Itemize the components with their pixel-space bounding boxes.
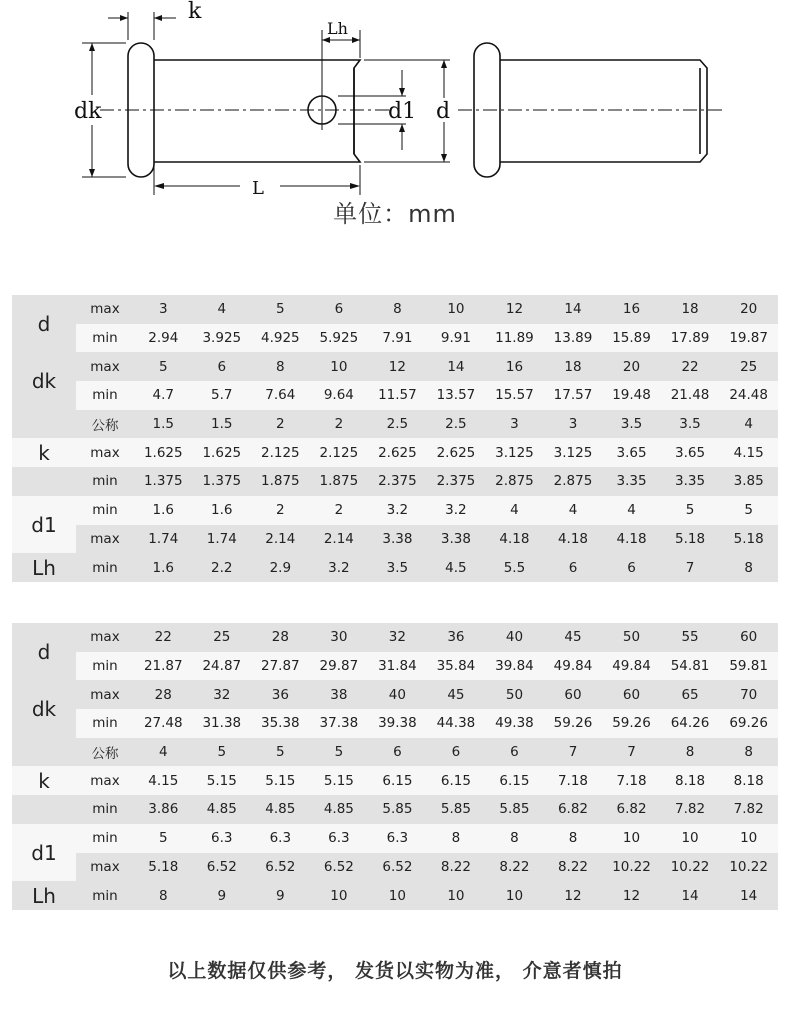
param-name bbox=[12, 795, 76, 824]
table-cell: 5 bbox=[158, 358, 168, 375]
table-cell: 4.85 bbox=[323, 801, 354, 818]
table-cell: 13.57 bbox=[436, 387, 476, 404]
table-cell: 10 bbox=[447, 887, 465, 904]
table-cell: 8 bbox=[276, 358, 285, 375]
table-cell: 17.89 bbox=[670, 330, 710, 347]
table-cell: 2.625 bbox=[378, 444, 417, 461]
table-cell: 7.91 bbox=[382, 330, 413, 347]
table-cell: 12 bbox=[622, 887, 641, 904]
table-cell: 60 bbox=[564, 686, 582, 703]
table-cell: 21.87 bbox=[143, 658, 183, 675]
table-cell: 9 bbox=[276, 887, 285, 904]
footer-note: 以上数据仅供参考， 发货以实物为准， 介意者慎拍 bbox=[167, 960, 623, 982]
table-cell: 4.7 bbox=[152, 387, 174, 404]
table-cell: 15.89 bbox=[612, 330, 651, 347]
table-cell: 2.14 bbox=[323, 530, 354, 547]
table-cell: 5.18 bbox=[733, 530, 764, 547]
table-cell: 1.6 bbox=[152, 559, 174, 576]
table-cell: 69.26 bbox=[729, 715, 768, 732]
spec-table-1 bbox=[12, 295, 778, 582]
table-row bbox=[12, 352, 778, 381]
table-cell: 44.38 bbox=[436, 715, 476, 732]
table-cell: 6 bbox=[393, 744, 402, 761]
tolerance-label: max bbox=[90, 629, 120, 646]
table-cell: 4.18 bbox=[616, 530, 647, 547]
tolerance-label: min bbox=[92, 658, 118, 675]
table-cell: 3.5 bbox=[386, 559, 409, 576]
table-cell: 8.18 bbox=[733, 772, 764, 789]
table-cell: 12 bbox=[388, 358, 406, 375]
table-cell: 5.5 bbox=[503, 559, 526, 576]
label-d1: d1 bbox=[388, 99, 417, 124]
table-cell: 6.3 bbox=[386, 830, 409, 847]
table-cell: 10 bbox=[447, 301, 465, 318]
table-cell: 4.18 bbox=[557, 530, 589, 547]
table-cell: 2.5 bbox=[386, 416, 409, 433]
table-cell: 8 bbox=[685, 744, 695, 761]
tolerance-label: 公称 bbox=[91, 746, 119, 763]
table-cell: 5.18 bbox=[675, 530, 706, 547]
table-cell: 6 bbox=[334, 301, 344, 318]
tolerance-label: max bbox=[90, 530, 120, 547]
table-row bbox=[12, 853, 778, 882]
table-cell: 2.625 bbox=[436, 444, 476, 461]
table-cell: 5.925 bbox=[319, 330, 359, 347]
tolerance-label: max bbox=[90, 444, 120, 461]
table-cell: 5.15 bbox=[265, 772, 296, 789]
table-cell: 6 bbox=[510, 744, 519, 761]
tolerance-label: min bbox=[92, 830, 118, 847]
table-cell: 9 bbox=[217, 887, 227, 904]
table-cell: 2.875 bbox=[553, 473, 593, 490]
table-cell: 36 bbox=[271, 686, 289, 703]
label-Lh: Lh bbox=[327, 19, 348, 38]
table-cell: 36 bbox=[447, 629, 465, 646]
table-cell: 8 bbox=[510, 830, 519, 847]
table-cell: 3.125 bbox=[495, 444, 534, 461]
table-cell: 60 bbox=[740, 629, 758, 646]
table-cell: 7.18 bbox=[557, 772, 589, 789]
table-cell: 4 bbox=[568, 502, 578, 519]
label-d: d bbox=[436, 99, 451, 124]
table-cell: 8 bbox=[744, 559, 753, 576]
table-cell: 20 bbox=[622, 358, 641, 375]
param-name: Lh bbox=[32, 555, 56, 580]
param-name bbox=[12, 738, 76, 767]
table-cell: 40 bbox=[388, 686, 406, 703]
table-cell: 3.5 bbox=[620, 416, 643, 433]
tolerance-label: min bbox=[92, 387, 118, 404]
table-cell: 3 bbox=[510, 416, 519, 433]
table-cell: 3.125 bbox=[553, 444, 593, 461]
table-cell: 35.38 bbox=[261, 715, 300, 732]
table-cell: 19.48 bbox=[612, 387, 651, 404]
table-cell: 12 bbox=[564, 887, 582, 904]
table-cell: 31.38 bbox=[202, 715, 242, 732]
tolerance-label: min bbox=[92, 473, 118, 490]
spec-table-2 bbox=[12, 623, 778, 910]
param-name bbox=[12, 410, 76, 439]
table-cell: 12 bbox=[505, 301, 524, 318]
table-cell: 6.82 bbox=[557, 801, 589, 818]
table-cell: 60 bbox=[622, 686, 641, 703]
table-cell: 4.15 bbox=[733, 444, 764, 461]
table-cell: 55 bbox=[681, 629, 699, 646]
table-row bbox=[12, 525, 778, 554]
table-cell: 6 bbox=[627, 559, 636, 576]
table-cell: 5.15 bbox=[323, 772, 354, 789]
table-cell: 7.82 bbox=[675, 801, 706, 818]
table-cell: 24.48 bbox=[729, 387, 768, 404]
table-cell: 49.84 bbox=[553, 658, 593, 675]
table-cell: 1.5 bbox=[211, 416, 233, 433]
table-cell: 27.87 bbox=[261, 658, 300, 675]
table-cell: 3.65 bbox=[616, 444, 647, 461]
table-cell: 1.875 bbox=[261, 473, 300, 490]
table-cell: 16 bbox=[505, 358, 524, 375]
table-cell: 4.5 bbox=[445, 559, 467, 576]
table-row bbox=[12, 467, 778, 496]
table-row bbox=[12, 881, 778, 910]
table-cell: 5 bbox=[158, 830, 168, 847]
table-cell: 8.22 bbox=[440, 858, 471, 875]
table-cell: 3 bbox=[158, 301, 168, 318]
table-cell: 45 bbox=[564, 629, 582, 646]
table-row bbox=[12, 410, 778, 439]
table-cell: 14 bbox=[740, 887, 758, 904]
table-cell: 19.87 bbox=[729, 330, 768, 347]
table-cell: 50 bbox=[505, 686, 524, 703]
table-cell: 59.81 bbox=[729, 658, 768, 675]
table-row bbox=[12, 824, 778, 853]
table-cell: 1.875 bbox=[319, 473, 359, 490]
table-cell: 2.125 bbox=[319, 444, 359, 461]
table-cell: 59.26 bbox=[553, 715, 593, 732]
table-cell: 5 bbox=[334, 744, 344, 761]
tolerance-label: min bbox=[92, 502, 118, 519]
table-cell: 25 bbox=[740, 358, 758, 375]
table-cell: 7 bbox=[627, 744, 636, 761]
table-row bbox=[12, 680, 778, 709]
tolerance-label: max bbox=[90, 301, 120, 318]
table-cell: 39.38 bbox=[378, 715, 417, 732]
table-cell: 10 bbox=[681, 830, 699, 847]
table-cell: 3.38 bbox=[440, 530, 471, 547]
table-cell: 49.84 bbox=[612, 658, 651, 675]
table-row bbox=[12, 795, 778, 824]
table-cell: 2.14 bbox=[265, 530, 296, 547]
table-cell: 2 bbox=[334, 416, 344, 433]
table-cell: 27.48 bbox=[143, 715, 183, 732]
table-cell: 49.38 bbox=[495, 715, 534, 732]
table-cell: 50 bbox=[622, 629, 641, 646]
table-cell: 35.84 bbox=[436, 658, 476, 675]
table-cell: 8 bbox=[568, 830, 578, 847]
table-cell: 2.9 bbox=[269, 559, 292, 576]
table-cell: 8 bbox=[158, 887, 168, 904]
table-cell: 10 bbox=[622, 830, 641, 847]
table-cell: 18 bbox=[681, 301, 699, 318]
table-cell: 5.15 bbox=[206, 772, 237, 789]
param-name: d bbox=[37, 311, 51, 336]
table-row bbox=[12, 553, 778, 582]
table-cell: 28 bbox=[271, 629, 289, 646]
table-cell: 30 bbox=[330, 629, 348, 646]
table-cell: 5 bbox=[744, 502, 753, 519]
table-cell: 6.3 bbox=[269, 830, 292, 847]
table-cell: 4 bbox=[510, 502, 519, 519]
table-cell: 3.2 bbox=[445, 502, 467, 519]
table-cell: 2 bbox=[334, 502, 344, 519]
table-cell: 5.85 bbox=[440, 801, 471, 818]
param-name: d1 bbox=[31, 840, 57, 865]
table-cell: 7.82 bbox=[733, 801, 764, 818]
table-cell: 38 bbox=[330, 686, 348, 703]
table-cell: 4.18 bbox=[499, 530, 530, 547]
table-cell: 39.84 bbox=[495, 658, 534, 675]
table-cell: 2.2 bbox=[211, 559, 233, 576]
table-cell: 22 bbox=[154, 629, 172, 646]
table-cell: 5.7 bbox=[211, 387, 233, 404]
tolerance-label: max bbox=[90, 358, 120, 375]
table-cell: 6.3 bbox=[328, 830, 350, 847]
table-cell: 6.15 bbox=[499, 772, 530, 789]
table-cell: 1.375 bbox=[202, 473, 242, 490]
table-row bbox=[12, 623, 778, 652]
tolerance-label: 公称 bbox=[91, 418, 119, 435]
table-cell: 3 bbox=[568, 416, 578, 433]
table-cell: 37.38 bbox=[319, 715, 359, 732]
table-cell: 2.375 bbox=[378, 473, 417, 490]
table-cell: 25 bbox=[213, 629, 231, 646]
table-cell: 10 bbox=[388, 887, 406, 904]
table-row bbox=[12, 652, 778, 681]
table-cell: 7.64 bbox=[265, 387, 296, 404]
table-cell: 4.15 bbox=[148, 772, 179, 789]
table-cell: 9.64 bbox=[323, 387, 354, 404]
table-cell: 7 bbox=[685, 559, 695, 576]
table-cell: 3.86 bbox=[148, 801, 179, 818]
table-cell: 8.18 bbox=[675, 772, 706, 789]
tolerance-label: min bbox=[92, 887, 118, 904]
table-cell: 1.74 bbox=[148, 530, 179, 547]
table-cell: 3.65 bbox=[675, 444, 706, 461]
table-cell: 22 bbox=[681, 358, 699, 375]
table-cell: 2 bbox=[276, 502, 285, 519]
param-name: dk bbox=[31, 697, 57, 722]
table-cell: 17.57 bbox=[553, 387, 593, 404]
table-row bbox=[12, 324, 778, 353]
table-cell: 10 bbox=[330, 358, 348, 375]
table-cell: 6.15 bbox=[382, 772, 413, 789]
table-cell: 10.22 bbox=[670, 858, 710, 875]
tolerance-label: min bbox=[92, 559, 118, 576]
unit-label: 单位：mm bbox=[333, 200, 457, 228]
table-cell: 14 bbox=[681, 887, 699, 904]
table-cell: 1.6 bbox=[211, 502, 233, 519]
table-cell: 4.85 bbox=[265, 801, 296, 818]
table-cell: 32 bbox=[213, 686, 231, 703]
table-cell: 6.52 bbox=[265, 858, 296, 875]
table-cell: 3.2 bbox=[328, 559, 350, 576]
table-cell: 4 bbox=[627, 502, 636, 519]
table-row bbox=[12, 738, 778, 767]
tolerance-label: max bbox=[90, 858, 120, 875]
param-name: k bbox=[38, 768, 50, 793]
table-cell: 9.91 bbox=[440, 330, 471, 347]
table-cell: 45 bbox=[447, 686, 465, 703]
table-cell: 10 bbox=[330, 887, 348, 904]
table-cell: 3.35 bbox=[616, 473, 647, 490]
table-cell: 13.89 bbox=[553, 330, 593, 347]
table-cell: 1.74 bbox=[206, 530, 237, 547]
table-cell: 8 bbox=[393, 301, 402, 318]
table-cell: 11.57 bbox=[378, 387, 417, 404]
table-cell: 4 bbox=[158, 744, 168, 761]
param-name: d1 bbox=[31, 512, 57, 537]
table-cell: 6.52 bbox=[206, 858, 237, 875]
table-cell: 10 bbox=[740, 830, 758, 847]
table-cell: 2.375 bbox=[436, 473, 476, 490]
table-cell: 6.52 bbox=[323, 858, 354, 875]
table-cell: 4 bbox=[217, 301, 227, 318]
table-cell: 18 bbox=[564, 358, 582, 375]
label-k: k bbox=[188, 0, 202, 24]
param-name bbox=[12, 467, 76, 496]
table-cell: 5.85 bbox=[499, 801, 530, 818]
table-cell: 31.84 bbox=[378, 658, 417, 675]
table-row bbox=[12, 381, 778, 410]
label-L: L bbox=[252, 178, 264, 199]
table-cell: 6 bbox=[451, 744, 461, 761]
table-row bbox=[12, 766, 778, 795]
table-cell: 29.87 bbox=[319, 658, 359, 675]
table-cell: 65 bbox=[681, 686, 699, 703]
table-cell: 2.5 bbox=[445, 416, 467, 433]
table-row bbox=[12, 295, 778, 324]
table-cell: 4.925 bbox=[261, 330, 300, 347]
tolerance-label: min bbox=[92, 715, 118, 732]
table-cell: 5 bbox=[276, 744, 285, 761]
table-cell: 6 bbox=[217, 358, 227, 375]
tolerance-label: max bbox=[90, 686, 120, 703]
table-cell: 21.48 bbox=[670, 387, 710, 404]
table-cell: 8 bbox=[451, 830, 461, 847]
table-cell: 8 bbox=[744, 744, 753, 761]
table-cell: 7.18 bbox=[616, 772, 647, 789]
table-cell: 7 bbox=[568, 744, 578, 761]
table-cell: 10 bbox=[505, 887, 524, 904]
table-cell: 5 bbox=[276, 301, 285, 318]
table-cell: 3.2 bbox=[386, 502, 409, 519]
table-cell: 28 bbox=[154, 686, 172, 703]
table-cell: 6.82 bbox=[616, 801, 647, 818]
table-cell: 5.85 bbox=[382, 801, 413, 818]
table-cell: 3.38 bbox=[382, 530, 413, 547]
param-name: dk bbox=[31, 369, 57, 394]
table-cell: 59.26 bbox=[612, 715, 651, 732]
table-cell: 1.5 bbox=[152, 416, 174, 433]
table-cell: 8.22 bbox=[499, 858, 530, 875]
table-cell: 54.81 bbox=[670, 658, 710, 675]
label-dk: dk bbox=[74, 99, 102, 124]
table-cell: 11.89 bbox=[495, 330, 534, 347]
table-cell: 16 bbox=[622, 301, 641, 318]
table-row bbox=[12, 496, 778, 525]
table-cell: 4.85 bbox=[206, 801, 237, 818]
table-cell: 2 bbox=[276, 416, 285, 433]
table-cell: 5 bbox=[685, 502, 695, 519]
table-cell: 1.625 bbox=[143, 444, 183, 461]
table-row bbox=[12, 709, 778, 738]
table-cell: 64.26 bbox=[670, 715, 710, 732]
table-cell: 1.625 bbox=[202, 444, 242, 461]
table-cell: 2.94 bbox=[148, 330, 179, 347]
table-row bbox=[12, 438, 778, 467]
table-cell: 14 bbox=[564, 301, 582, 318]
table-cell: 24.87 bbox=[202, 658, 242, 675]
table-cell: 6 bbox=[568, 559, 578, 576]
tolerance-label: min bbox=[92, 330, 118, 347]
table-cell: 6.52 bbox=[382, 858, 413, 875]
table-cell: 4 bbox=[744, 416, 753, 433]
table-cell: 3.35 bbox=[675, 473, 706, 490]
param-name: Lh bbox=[32, 883, 56, 908]
table-cell: 6.15 bbox=[440, 772, 471, 789]
table-cell: 1.6 bbox=[152, 502, 174, 519]
table-cell: 15.57 bbox=[495, 387, 534, 404]
table-cell: 3.925 bbox=[202, 330, 242, 347]
table-cell: 5.18 bbox=[148, 858, 179, 875]
table-cell: 32 bbox=[388, 629, 406, 646]
table-cell: 20 bbox=[740, 301, 758, 318]
table-cell: 3.5 bbox=[679, 416, 701, 433]
param-name: d bbox=[37, 639, 51, 664]
table-cell: 5 bbox=[217, 744, 227, 761]
table-cell: 6.3 bbox=[211, 830, 233, 847]
table-cell: 14 bbox=[447, 358, 465, 375]
table-cell: 40 bbox=[505, 629, 524, 646]
param-name: k bbox=[38, 440, 50, 465]
table-cell: 1.375 bbox=[143, 473, 183, 490]
table-cell: 2.875 bbox=[495, 473, 534, 490]
tolerance-label: min bbox=[92, 801, 118, 818]
table-cell: 3.85 bbox=[733, 473, 764, 490]
table-cell: 8.22 bbox=[557, 858, 589, 875]
tolerance-label: max bbox=[90, 772, 120, 789]
table-cell: 10.22 bbox=[612, 858, 651, 875]
table-cell: 2.125 bbox=[261, 444, 300, 461]
table-cell: 10.22 bbox=[729, 858, 768, 875]
table-cell: 70 bbox=[740, 686, 758, 703]
